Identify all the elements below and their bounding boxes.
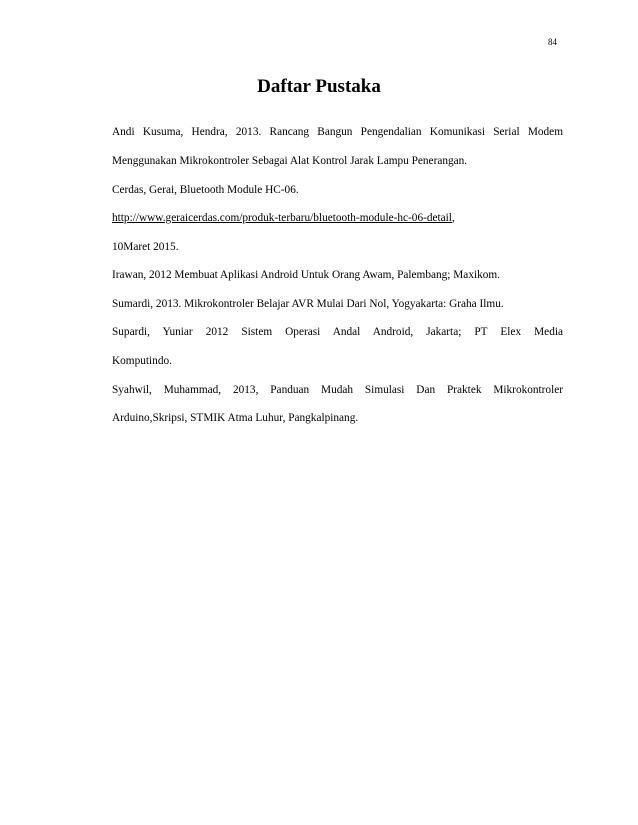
page-title: Daftar Pustaka xyxy=(257,76,381,97)
reference-2-link-line xyxy=(112,211,563,225)
reference-2-line-1: Cerdas, Gerai, Bluetooth Module HC-06. xyxy=(112,184,299,196)
reference-3-line-1: Irawan, 2012 Membuat Aplikasi Android Untuk Orang Awam, Palembang; Maxikom. xyxy=(112,269,501,281)
reference-1-line-2: Menggunakan Mikrokontroler Sebagai Alat Kontrol Jarak Lampu Penerangan. xyxy=(112,155,468,167)
reference-2-link[interactable]: http://www.geraicerdas.com/produk-terbaru/bluetooth-module-hc-06-detail xyxy=(112,212,452,224)
reference-4-line-1: Sumardi, 2013. Mikrokontroler Belajar AVR Mulai Dari Nol, Yogyakarta: Graha Ilmu. xyxy=(112,298,504,310)
reference-2-link-suffix: , xyxy=(451,212,455,224)
reference-2-access-date: 10Maret 2015. xyxy=(112,241,179,253)
reference-5-line-1: Supardi, Yuniar 2012 Sistem Operasi Andal Android, Jakarta; PT Elex Media xyxy=(112,326,563,338)
page-number: 84 xyxy=(548,37,557,47)
reference-5-line-2: Komputindo. xyxy=(112,355,172,367)
reference-6-line-2: Arduino,Skripsi, STMIK Atma Luhur, Pangkalpinang. xyxy=(112,412,359,424)
reference-1-line-1: Andi Kusuma, Hendra, 2013. Rancang Bangun Pengendalian Komunikasi Serial Modem xyxy=(112,126,563,138)
reference-6-line-1: Syahwil, Muhammad, 2013, Panduan Mudah Simulasi Dan Praktek Mikrokontroler xyxy=(112,384,563,396)
